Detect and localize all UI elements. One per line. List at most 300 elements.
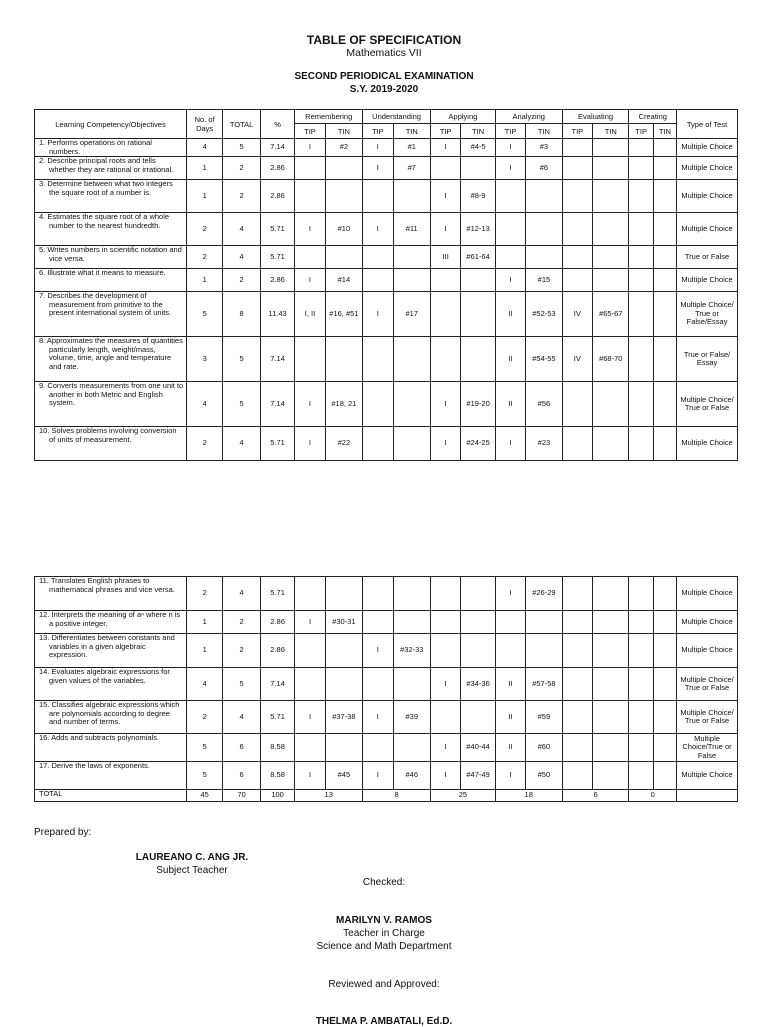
evaluating-tip-cell — [562, 577, 592, 611]
percent-cell: 7.14 — [260, 668, 294, 701]
applying-tin-cell: #40-44 — [461, 734, 495, 762]
header-tip: TIP — [295, 124, 325, 139]
creating-tip-cell — [629, 180, 653, 213]
applying-tin-cell: #61-64 — [461, 246, 495, 269]
analyzing-tip-cell — [495, 180, 525, 213]
remembering-tin-cell: #30-31 — [325, 611, 362, 634]
competency-cell — [35, 292, 187, 337]
analyzing-tin-cell: #52-53 — [526, 292, 562, 337]
creating-tin-cell — [653, 734, 676, 762]
creating-tip-cell — [629, 157, 653, 180]
creating-tip-cell — [629, 734, 653, 762]
analyzing-tip-cell: II — [495, 337, 525, 382]
percent-cell: 5.71 — [260, 577, 294, 611]
applying-tin-cell — [461, 157, 495, 180]
applying-tip-cell — [431, 337, 461, 382]
days-cell: 3 — [186, 337, 222, 382]
applying-tin-cell — [461, 611, 495, 634]
evaluating-tin-cell — [593, 668, 629, 701]
table-row — [35, 668, 738, 701]
test-type-cell: True or False/ Essay — [677, 337, 738, 382]
analyzing-tin-cell — [526, 180, 562, 213]
percent-cell: 5.71 — [260, 701, 294, 734]
total-cell: 5 — [223, 139, 260, 157]
document-title: TABLE OF SPECIFICATION — [306, 33, 462, 47]
percent-cell: 2.86 — [260, 157, 294, 180]
analyzing-tip-cell — [495, 611, 525, 634]
understanding-tip-cell — [363, 382, 393, 427]
understanding-tip-cell: I — [363, 139, 393, 157]
evaluating-tin-cell — [593, 701, 629, 734]
competency-text: 16. Adds and subtracts polynomials. — [39, 733, 160, 742]
evaluating-tip-cell — [562, 668, 592, 701]
total-cell: 4 — [223, 213, 260, 246]
approved-name-text: THELMA P. AMBATALI, Ed.D. — [315, 1016, 453, 1027]
evaluating-tip-cell — [562, 427, 592, 461]
applying-tin-cell: #4-5 — [461, 139, 495, 157]
competency-text: 2. Describe principal roots and tells whether they are rational or irrational. — [39, 156, 174, 174]
test-type-cell: Multiple Choice — [677, 157, 738, 180]
header-understanding: Understanding — [363, 110, 431, 124]
header-applying: Applying — [431, 110, 496, 124]
applying-tin-cell — [461, 577, 495, 611]
totals-creating: 0 — [629, 790, 677, 802]
analyzing-tip-cell: II — [495, 292, 525, 337]
analyzing-tin-cell: #60 — [526, 734, 562, 762]
creating-tip-cell — [629, 213, 653, 246]
understanding-tin-cell — [393, 427, 430, 461]
understanding-tin-cell: #17 — [393, 292, 430, 337]
table-row — [35, 634, 738, 668]
totals-label: TOTAL — [35, 790, 187, 802]
creating-tin-cell — [653, 292, 676, 337]
analyzing-tip-cell: II — [495, 668, 525, 701]
table-row — [35, 577, 738, 611]
percent-cell: 8.58 — [260, 762, 294, 790]
evaluating-tin-cell — [593, 634, 629, 668]
creating-tin-cell — [653, 139, 676, 157]
analyzing-tin-cell — [526, 213, 562, 246]
remembering-tin-cell — [325, 668, 362, 701]
remembering-tip-cell: I — [295, 213, 325, 246]
percent-cell: 7.14 — [260, 139, 294, 157]
understanding-tin-cell — [393, 668, 430, 701]
applying-tip-cell: I — [430, 668, 460, 701]
percent-cell: 5.71 — [260, 213, 294, 246]
competency-cell — [35, 427, 187, 461]
analyzing-tip-cell: I — [495, 577, 525, 611]
evaluating-tip-cell — [562, 762, 592, 790]
competency-text: 17. Derive the laws of exponents. — [39, 761, 150, 770]
header-tin: TIN — [393, 124, 430, 139]
remembering-tip-cell — [295, 668, 325, 701]
remembering-tip-cell — [295, 180, 325, 213]
applying-tip-cell — [431, 157, 461, 180]
subject-name: Mathematics VII — [346, 47, 422, 59]
table-row — [35, 269, 738, 292]
analyzing-tip-cell: I — [495, 139, 525, 157]
understanding-tin-cell: #32-33 — [393, 634, 430, 668]
remembering-tin-cell — [325, 734, 362, 762]
totals-row — [35, 790, 738, 802]
evaluating-tip-cell: IV — [562, 292, 592, 337]
totals-evaluating: 6 — [562, 790, 629, 802]
competency-cell — [35, 762, 187, 790]
totals-percent: 100 — [260, 790, 294, 802]
total-cell: 8 — [223, 292, 260, 337]
test-type-cell: Multiple Choice/ True or False/Essay — [677, 292, 738, 337]
evaluating-tin-cell: #68-70 — [593, 337, 629, 382]
remembering-tin-cell — [325, 577, 362, 611]
remembering-tip-cell: I, II — [295, 292, 325, 337]
table-row — [35, 611, 738, 634]
creating-tin-cell — [653, 668, 676, 701]
understanding-tin-cell — [393, 269, 430, 292]
checked-department: Science and Math Department — [316, 941, 452, 952]
remembering-tip-cell: I — [295, 139, 325, 157]
remembering-tip-cell: I — [295, 701, 325, 734]
table-row — [35, 734, 738, 762]
header-tip: TIP — [363, 124, 393, 139]
total-cell: 2 — [223, 180, 260, 213]
remembering-tip-cell: I — [295, 762, 325, 790]
analyzing-tip-cell: I — [495, 762, 525, 790]
competency-cell — [35, 180, 187, 213]
remembering-tin-cell: #45 — [325, 762, 362, 790]
percent-cell: 8.58 — [260, 734, 294, 762]
header-competency: Learning Competency/Objectives — [35, 110, 187, 139]
remembering-tip-cell — [295, 157, 325, 180]
understanding-tin-cell: #46 — [393, 762, 430, 790]
understanding-tip-cell: I — [363, 701, 393, 734]
creating-tip-cell — [629, 427, 653, 461]
test-type-cell: Multiple Choice — [677, 577, 738, 611]
competency-text: 14. Evaluates algebraic expressions for given values of the variables. — [39, 667, 170, 685]
understanding-tip-cell: I — [363, 292, 393, 337]
header-tin: TIN — [325, 124, 362, 139]
table-row — [35, 337, 738, 382]
evaluating-tip-cell — [562, 634, 592, 668]
creating-tin-cell — [653, 213, 676, 246]
creating-tin-cell — [653, 269, 676, 292]
analyzing-tin-cell: #59 — [526, 701, 562, 734]
analyzing-tin-cell: #6 — [526, 157, 562, 180]
test-type-cell: Multiple Choice — [677, 762, 738, 790]
applying-tip-cell: I — [431, 427, 461, 461]
applying-tip-cell: I — [431, 382, 461, 427]
competency-cell — [35, 157, 187, 180]
remembering-tin-cell: #22 — [325, 427, 362, 461]
total-cell: 2 — [223, 611, 260, 634]
total-cell: 4 — [223, 577, 260, 611]
evaluating-tip-cell — [562, 157, 592, 180]
remembering-tip-cell — [295, 734, 325, 762]
competency-text: 13. Differentiates between constants and variables in a given algebraic expression. — [39, 633, 175, 659]
evaluating-tin-cell — [593, 139, 629, 157]
header-percent: % — [260, 110, 294, 139]
analyzing-tip-cell — [495, 634, 525, 668]
evaluating-tip-cell: IV — [562, 337, 592, 382]
header-tip: TIP — [495, 124, 525, 139]
creating-tip-cell — [629, 634, 653, 668]
creating-tip-cell — [629, 577, 653, 611]
competency-text: 8. Approximates the measures of quantities particularly length, weight/mass, volume, time, angle and temperature and rate. — [39, 336, 183, 371]
prepared-label: Prepared by: — [34, 827, 92, 838]
applying-tin-cell: #47-49 — [461, 762, 495, 790]
checked-label: Checked: — [362, 877, 406, 888]
analyzing-tip-cell — [495, 213, 525, 246]
header-days: No. of Days — [186, 110, 222, 139]
table-row — [35, 762, 738, 790]
header-tip: TIP — [629, 124, 653, 139]
remembering-tip-cell: I — [295, 269, 325, 292]
competency-text: 15. Classifies algebraic expressions which are polynomials according to degree and number of terms. — [39, 700, 180, 726]
days-cell: 2 — [186, 577, 222, 611]
total-cell: 5 — [223, 382, 260, 427]
totals-days: 45 — [186, 790, 222, 802]
creating-tip-cell — [629, 292, 653, 337]
days-cell: 2 — [186, 213, 222, 246]
creating-tin-cell — [653, 611, 676, 634]
analyzing-tin-cell: #56 — [526, 382, 562, 427]
understanding-tip-cell — [363, 734, 393, 762]
understanding-tip-cell: I — [363, 634, 393, 668]
table-row — [35, 701, 738, 734]
competency-text: 3. Determine between what two integers the square root of a number is. — [39, 179, 173, 197]
applying-tin-cell: #24-25 — [461, 427, 495, 461]
days-cell: 5 — [186, 734, 222, 762]
analyzing-tin-cell: #23 — [526, 427, 562, 461]
days-cell: 4 — [186, 668, 222, 701]
understanding-tin-cell — [393, 611, 430, 634]
percent-cell: 11.43 — [260, 292, 294, 337]
applying-tip-cell — [430, 577, 460, 611]
table-row — [35, 427, 738, 461]
applying-tip-cell: I — [430, 762, 460, 790]
evaluating-tin-cell — [593, 734, 629, 762]
analyzing-tin-cell — [526, 634, 562, 668]
checked-title: Teacher in Charge — [343, 928, 425, 939]
total-cell: 2 — [223, 157, 260, 180]
competency-text: 6. Illustrate what it means to measure. — [39, 268, 166, 277]
creating-tip-cell — [629, 337, 653, 382]
test-type-cell: Multiple Choice/ True or False — [677, 701, 738, 734]
header-type: Type of Test — [677, 110, 738, 139]
understanding-tin-cell — [393, 246, 430, 269]
test-type-cell: Multiple Choice/ True or False — [677, 382, 738, 427]
understanding-tip-cell: I — [363, 213, 393, 246]
competency-cell — [35, 634, 187, 668]
remembering-tin-cell: #2 — [325, 139, 362, 157]
competency-text: 7. Describes the development of measurement from primitive to the present international system of units. — [39, 291, 172, 317]
percent-cell: 2.86 — [260, 180, 294, 213]
remembering-tin-cell: #14 — [325, 269, 362, 292]
days-cell: 1 — [186, 634, 222, 668]
competency-cell — [35, 611, 187, 634]
creating-tin-cell — [653, 577, 676, 611]
understanding-tin-cell: #39 — [393, 701, 430, 734]
days-cell: 5 — [186, 292, 222, 337]
remembering-tip-cell — [295, 577, 325, 611]
competency-cell — [35, 577, 187, 611]
understanding-tin-cell: #11 — [393, 213, 430, 246]
understanding-tin-cell — [393, 337, 430, 382]
days-cell: 2 — [186, 701, 222, 734]
applying-tip-cell — [430, 611, 460, 634]
understanding-tip-cell — [363, 246, 393, 269]
header-remembering: Remembering — [295, 110, 363, 124]
header-tin: TIN — [461, 124, 495, 139]
understanding-tin-cell — [393, 734, 430, 762]
applying-tin-cell: #19-20 — [461, 382, 495, 427]
remembering-tin-cell — [325, 337, 362, 382]
applying-tin-cell — [461, 337, 495, 382]
creating-tin-cell — [653, 337, 676, 382]
understanding-tip-cell — [363, 180, 393, 213]
competency-cell — [35, 734, 187, 762]
remembering-tip-cell — [295, 246, 325, 269]
header-tin: TIN — [526, 124, 562, 139]
evaluating-tip-cell — [562, 246, 592, 269]
days-cell: 5 — [186, 762, 222, 790]
evaluating-tin-cell — [593, 577, 629, 611]
total-cell: 4 — [223, 701, 260, 734]
percent-cell: 2.86 — [260, 634, 294, 668]
remembering-tip-cell — [295, 634, 325, 668]
evaluating-tip-cell — [562, 269, 592, 292]
percent-cell: 7.14 — [260, 337, 294, 382]
understanding-tip-cell — [363, 337, 393, 382]
test-type-cell: Multiple Choice — [677, 213, 738, 246]
table-row — [35, 292, 738, 337]
analyzing-tin-cell: #15 — [526, 269, 562, 292]
evaluating-tin-cell — [593, 269, 629, 292]
competency-cell — [35, 337, 187, 382]
total-cell: 6 — [223, 762, 260, 790]
creating-tip-cell — [629, 611, 653, 634]
competency-cell — [35, 139, 187, 157]
evaluating-tin-cell — [593, 180, 629, 213]
creating-tin-cell — [653, 701, 676, 734]
percent-cell: 2.86 — [260, 611, 294, 634]
analyzing-tin-cell: #57-58 — [526, 668, 562, 701]
applying-tip-cell — [430, 634, 460, 668]
remembering-tip-cell — [295, 337, 325, 382]
totals-applying: 25 — [430, 790, 495, 802]
evaluating-tin-cell — [593, 611, 629, 634]
prepared-name — [130, 852, 254, 863]
applying-tip-cell: III — [431, 246, 461, 269]
test-type-cell: Multiple Choice/ True or False — [677, 668, 738, 701]
remembering-tin-cell: #18, 21 — [325, 382, 362, 427]
test-type-cell: Multiple Choice — [677, 139, 738, 157]
totals-remembering: 13 — [295, 790, 363, 802]
applying-tin-cell — [461, 292, 495, 337]
days-cell: 1 — [186, 269, 222, 292]
prepared-title: Subject Teacher — [156, 865, 228, 876]
totals-type — [677, 790, 738, 802]
evaluating-tip-cell — [562, 734, 592, 762]
table-row — [35, 157, 738, 180]
applying-tip-cell — [431, 292, 461, 337]
header-tin: TIN — [593, 124, 629, 139]
analyzing-tip-cell: I — [495, 157, 525, 180]
creating-tip-cell — [629, 139, 653, 157]
test-type-cell: Multiple Choice — [677, 427, 738, 461]
header-creating: Creating — [629, 110, 677, 124]
table-row — [35, 213, 738, 246]
checked-name — [0, 915, 768, 926]
remembering-tin-cell: #37-38 — [325, 701, 362, 734]
days-cell: 1 — [186, 180, 222, 213]
understanding-tip-cell — [363, 269, 393, 292]
total-cell: 5 — [223, 337, 260, 382]
school-year: S.Y. 2019-2020 — [349, 84, 419, 95]
understanding-tin-cell: #7 — [393, 157, 430, 180]
days-cell: 1 — [186, 611, 222, 634]
analyzing-tin-cell: #54-55 — [526, 337, 562, 382]
evaluating-tip-cell — [562, 382, 592, 427]
prepared-name-text: LAUREANO C. ANG JR. — [135, 852, 249, 863]
applying-tip-cell: I — [431, 139, 461, 157]
table-row — [35, 382, 738, 427]
analyzing-tin-cell — [526, 246, 562, 269]
competency-cell — [35, 382, 187, 427]
evaluating-tin-cell — [593, 762, 629, 790]
competency-text: 1. Performs operations on rational numbers. — [39, 138, 152, 156]
creating-tin-cell — [653, 246, 676, 269]
analyzing-tip-cell: I — [495, 427, 525, 461]
understanding-tip-cell — [363, 611, 393, 634]
understanding-tin-cell — [393, 382, 430, 427]
header-tip: TIP — [562, 124, 592, 139]
understanding-tip-cell: I — [363, 157, 393, 180]
competency-text: 12. Interprets the meaning of aⁿ where n is a positive integer. — [39, 610, 181, 628]
competency-cell — [35, 668, 187, 701]
totals-total: 70 — [223, 790, 260, 802]
creating-tip-cell — [629, 668, 653, 701]
creating-tip-cell — [629, 269, 653, 292]
evaluating-tip-cell — [562, 139, 592, 157]
competency-text: 4. Estimates the square root of a whole number to the nearest hundredth. — [39, 212, 170, 230]
test-type-cell: Multiple Choice — [677, 634, 738, 668]
checked-name-text: MARILYN V. RAMOS — [336, 915, 432, 926]
evaluating-tin-cell — [593, 213, 629, 246]
understanding-tip-cell — [363, 427, 393, 461]
applying-tip-cell: I — [431, 213, 461, 246]
analyzing-tip-cell: II — [495, 734, 525, 762]
header-tip: TIP — [431, 124, 461, 139]
evaluating-tip-cell — [562, 611, 592, 634]
total-cell: 2 — [223, 634, 260, 668]
competency-text: 10. Solves problems involving conversion of units of measurement. — [39, 426, 177, 444]
days-cell: 4 — [186, 139, 222, 157]
header-evaluating: Evaluating — [562, 110, 629, 124]
table-row — [35, 139, 738, 157]
remembering-tin-cell: #16, #51 — [325, 292, 362, 337]
analyzing-tip-cell: I — [495, 269, 525, 292]
analyzing-tin-cell — [526, 611, 562, 634]
understanding-tip-cell — [363, 668, 393, 701]
analyzing-tin-cell: #26-29 — [526, 577, 562, 611]
analyzing-tip-cell — [495, 246, 525, 269]
understanding-tip-cell — [363, 577, 393, 611]
evaluating-tin-cell — [593, 382, 629, 427]
test-type-cell: Multiple Choice — [677, 611, 738, 634]
competency-text: 5. Writes numbers in scientific notation and vice versa. — [39, 245, 182, 263]
competency-text: 11. Translates English phrases to mathematical phrases and vice versa. — [39, 576, 175, 594]
evaluating-tip-cell — [562, 701, 592, 734]
